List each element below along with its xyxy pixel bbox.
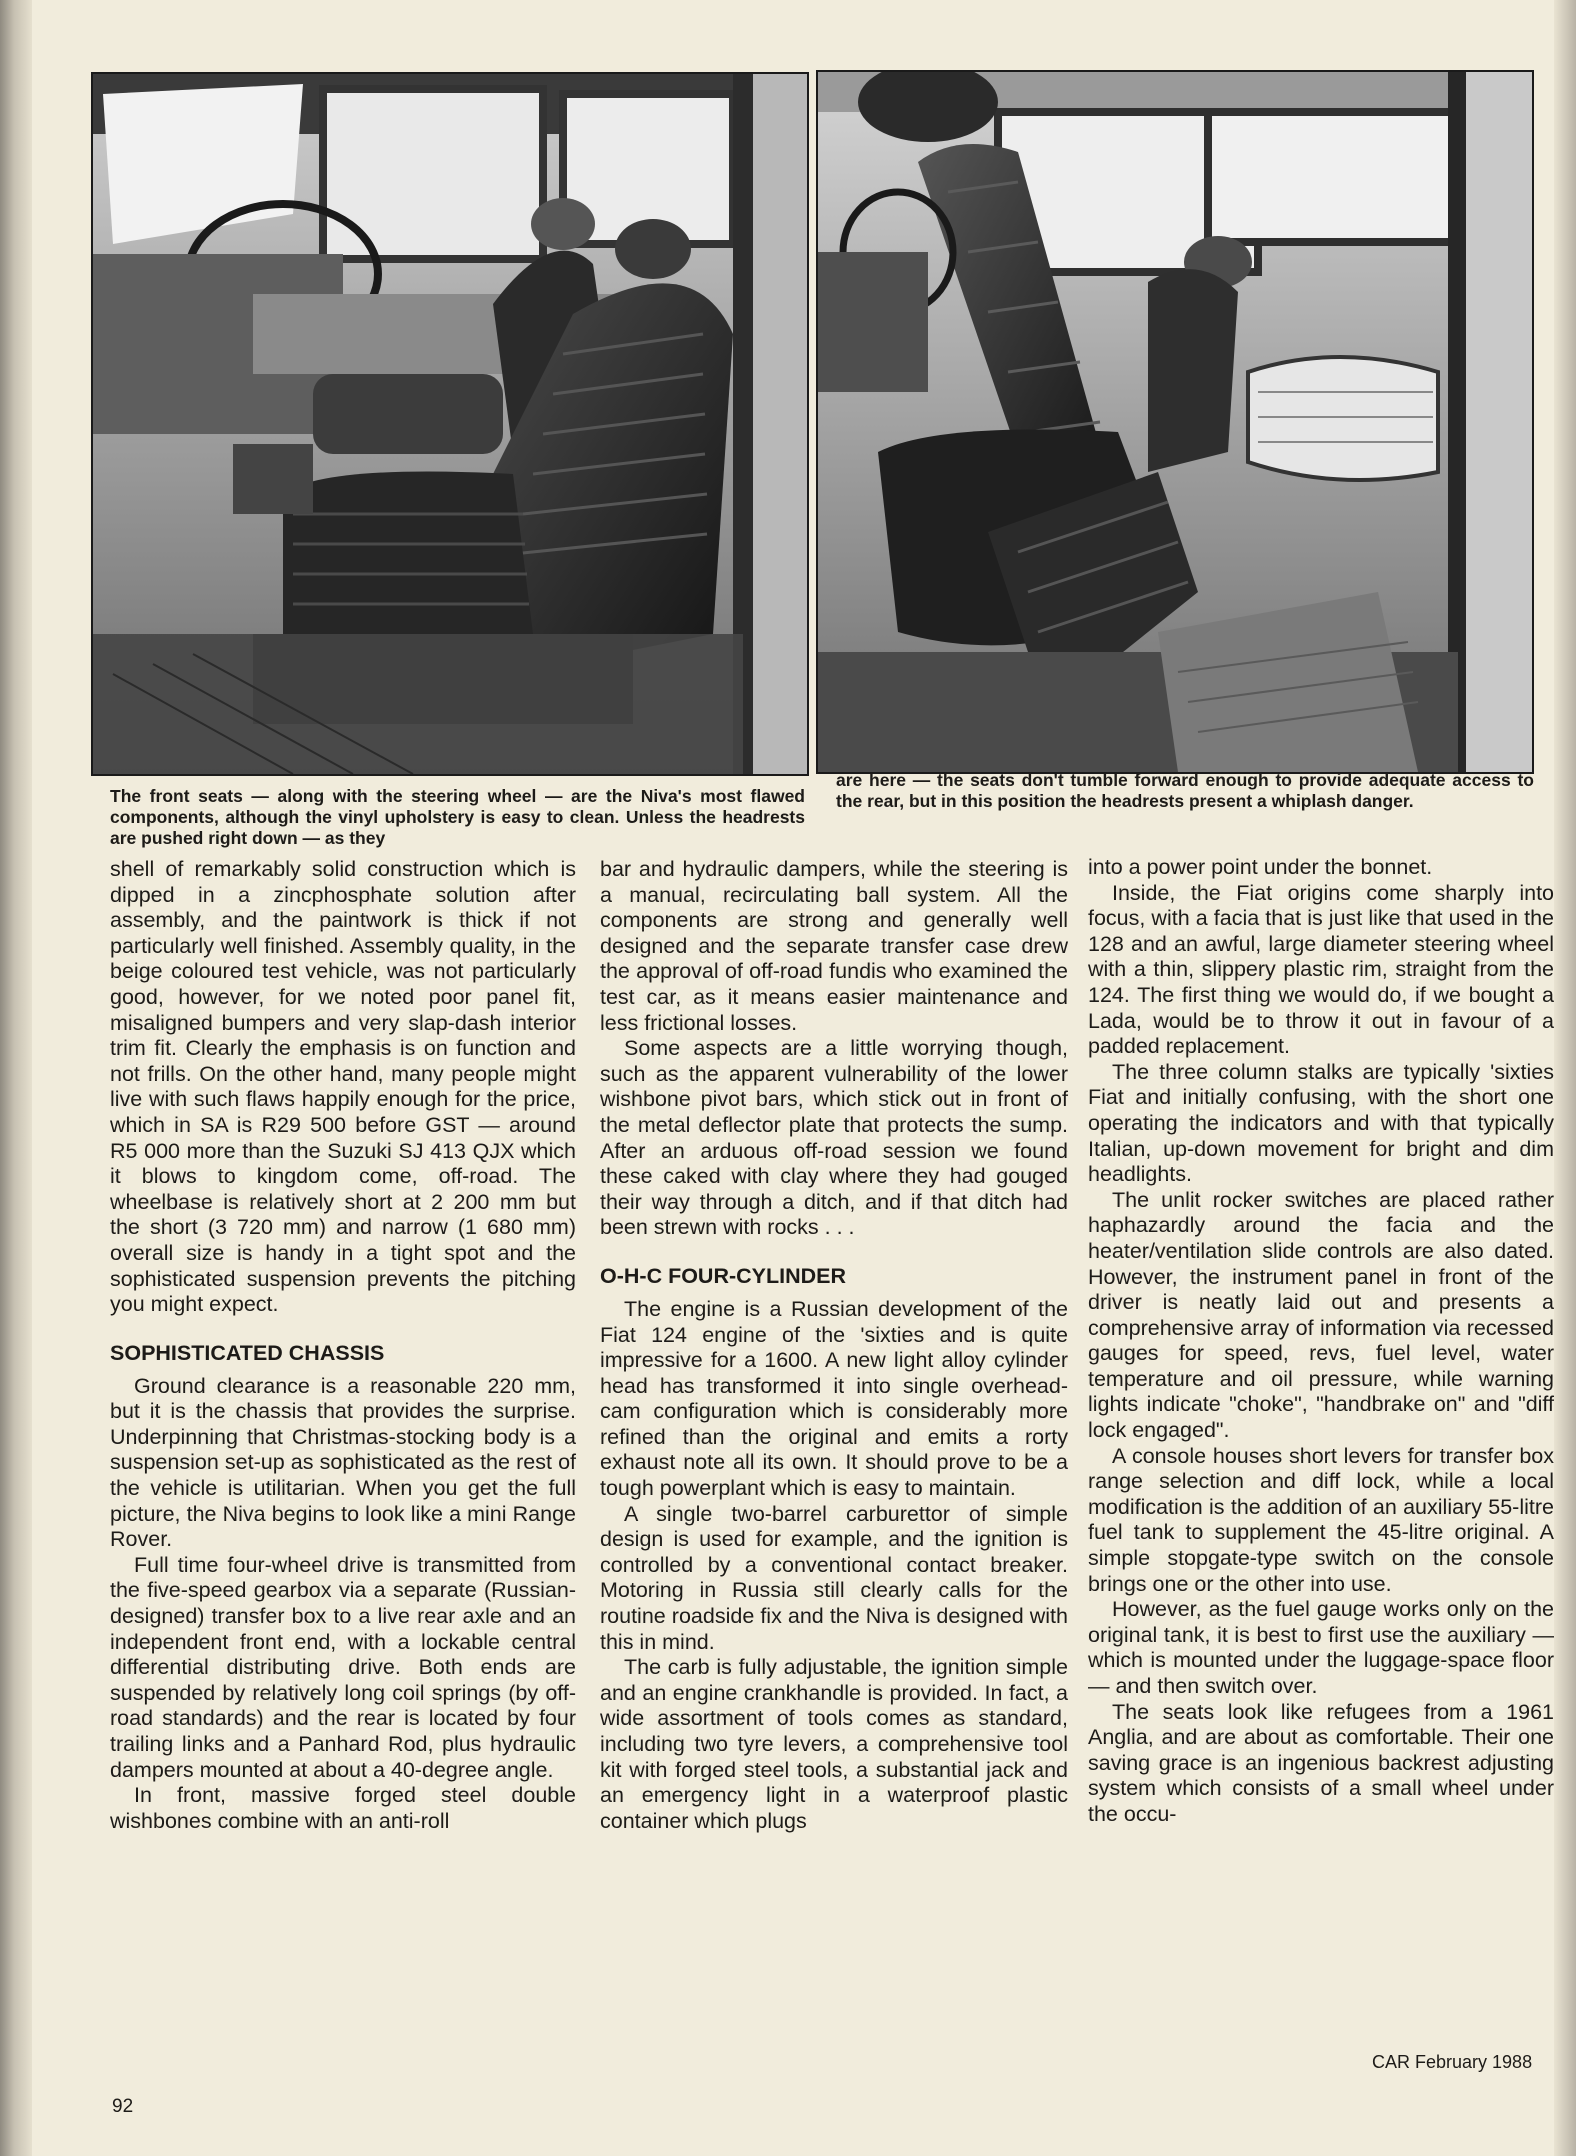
- col2-paragraph: bar and hydraulic dampers, while the steering is a manual, recirculating ball system. All the components are strong and generally well designed and the separate transfer case drew the approval of off-road fundis who examined the test car, as it means easier maintenance and less frictional losses.: [600, 857, 1068, 1035]
- col3-paragraph: Inside, the Fiat origins come sharply into focus, with a facia that is just like that used in the 128 and an awful, large diameter steering wheel with a thin, slippery plastic rim, straight from the 124. The first thing we would do, if we bought a Lada, would be to throw it out in favour of a padded replacement.: [1088, 880, 1554, 1059]
- col1-paragraph: shell of remarkably solid construction which is dipped in a zincphosphate solution after assembly, and the paintwork is thick if not particularly well finished. Assembly quality, in the beige coloured test vehicle, was not particularly good, however, for we noted poor panel fit, misaligned bumpers and very slap-dash interior trim fit. Clearly the emphasis is on function and not frills. On the other hand, many people might live with such flaws happily enough for the price, which in SA is R29 500 before GST — around R5 000 more than the Suzuki SJ 413 QJX which it blows to kingdom come, off-road. The wheelbase is relatively short at 2 200 mm but the short (3 720 mm) and narrow (1 680 mm) overall size is handy in a tight spot and the sophisticated suspension prevents the pitching you might expect.: [110, 857, 576, 1317]
- section-heading-chassis: SOPHISTICATED CHASSIS: [110, 1340, 385, 1365]
- running-foot: CAR February 1988: [1372, 2052, 1533, 2072]
- page-edge-shadow: [1554, 0, 1576, 2156]
- photo-front-seats: [91, 72, 809, 776]
- col3-paragraph: into a power point under the bonnet.: [1088, 855, 1433, 879]
- page-number: 92: [112, 2096, 134, 2117]
- col2-paragraph: The engine is a Russian development of the Fiat 124 engine of the 'sixties and is quite impressive for a 1600. A new light alloy cylinder head has transformed it into single overhead-cam configuration which is considerably more refined than the original and emits a rorty exhaust note all its own. It should prove to be a tough powerplant which is easy to maintain.: [600, 1296, 1068, 1501]
- article-column-1: [110, 857, 576, 1834]
- photo-seat-tilted: [816, 70, 1534, 774]
- article-column-2: [600, 857, 1068, 1834]
- section-heading-engine: O-H-C FOUR-CYLINDER: [600, 1263, 847, 1288]
- col2-paragraph: A single two-barrel carburettor of simple design is used for example, and the ignition is controlled by a conventional contact breaker. Motoring in Russia still clearly calls for the routine roadside fix and the Niva is designed with this in mind.: [600, 1501, 1068, 1654]
- photo-caption-right: [836, 770, 1534, 812]
- col3-paragraph: The seats look like refugees from a 1961 Anglia, and are about as comfortable. Their one saving grace is an ingenious backrest adjusting system which consists of a small wheel under the occu-: [1088, 1699, 1554, 1826]
- col3-paragraph: However, as the fuel gauge works only on the original tank, it is best to first use the auxiliary — which is mounted under the luggage-space floor — and then switch over.: [1088, 1597, 1554, 1698]
- col1-paragraph: In front, massive forged steel double wishbones combine with an anti-roll: [110, 1783, 576, 1833]
- col3-paragraph: The unlit rocker switches are placed rather haphazardly around the facia and the heater/ventilation slide controls are also dated. However, the instrument panel in front of the driver is neatly laid out and presents a comprehensive array of information via recessed gauges for speed, revs, fuel level, water temperature and oil pressure, while warning lights indicate "choke", "handbrake on" and "diff lock engaged".: [1088, 1187, 1554, 1443]
- col2-paragraph: The carb is fully adjustable, the ignition simple and an engine crankhandle is provided. In fact, a wide assortment of tools comes as standard, including two tyre levers, a comprehensive tool kit with forged steel tools, a substantial jack and an emergency light in a waterproof plastic container which plugs: [600, 1655, 1068, 1833]
- col2-paragraph: Some aspects are a little worrying though, such as the apparent vulnerability of the lower wishbone pivot bars, which stick out in front of the metal deflector plate that protects the sump. After an arduous off-road session we found these caked with clay where they had gouged their way through a ditch, and if that ditch had been strewn with rocks . . .: [600, 1036, 1068, 1240]
- caption-right-text: are here — the seats don't tumble forward enough to provide adequate access to the rear, but in this position the headrests present a whiplash danger.: [836, 770, 1534, 811]
- binding-spine: [0, 0, 32, 2156]
- col1-paragraph: Ground clearance is a reasonable 220 mm, but it is the chassis that provides the surprise. Underpinning that Christmas-stocking body is a suspension set-up as sophisticated as the rest of the vehicle is utilitarian. When you get the full picture, the Niva begins to look like a mini Range Rover.: [110, 1373, 576, 1552]
- caption-left-text: The front seats — along with the steering wheel — are the Niva's most flawed components, although the vinyl upholstery is easy to clean. Unless the headrests are pushed right down — as they: [110, 786, 805, 848]
- col3-paragraph: A console houses short levers for transfer box range selection and diff lock, while a local modification is the addition of an auxiliary 55-litre fuel tank to supplement the 45-litre original. A simple stopgate-type switch on the console brings one or the other into use.: [1088, 1443, 1554, 1596]
- col3-paragraph: The three column stalks are typically 'sixties Fiat and initially confusing, with the short one operating the indicators and with that typically Italian, up-down movement for bright and dim headlights.: [1088, 1059, 1554, 1187]
- article-column-3: [1088, 855, 1554, 1828]
- photo-caption-left: [110, 786, 805, 849]
- col1-paragraph: Full time four-wheel drive is transmitted from the five-speed gearbox via a separate (Russian-designed) transfer box to a live rear axle and an independent front end, with a lockable central differential distributing drive. Both ends are suspended by relatively long coil springs (by off-road standards) and the rear is located by four trailing links and a Panhard Rod, plus hydraulic dampers mounted at about a 40-degree angle.: [110, 1552, 576, 1782]
